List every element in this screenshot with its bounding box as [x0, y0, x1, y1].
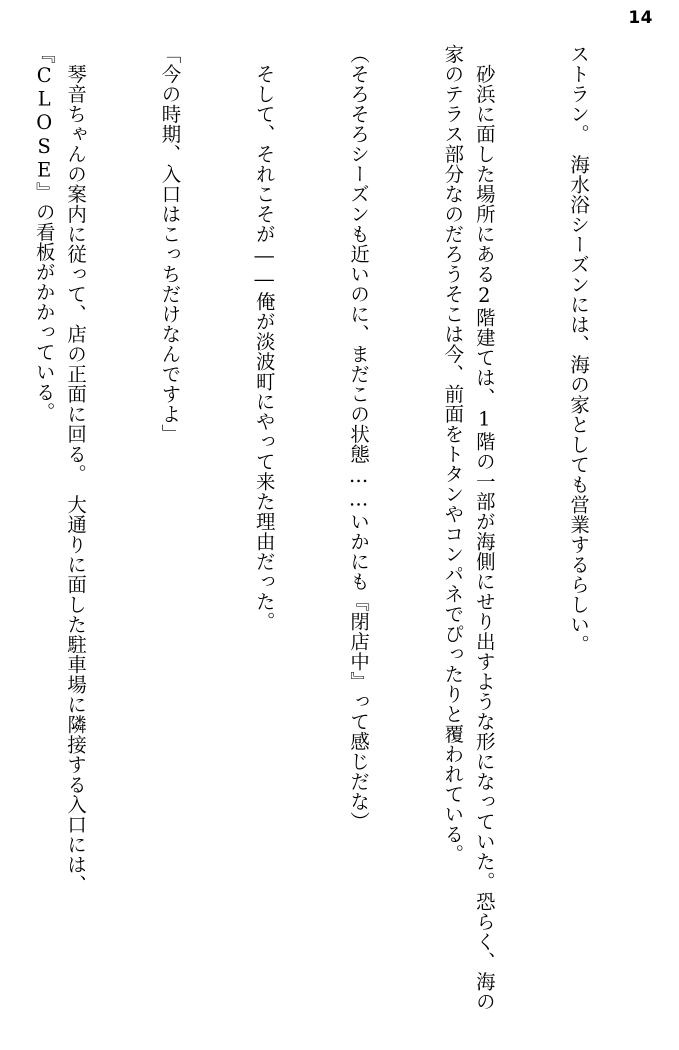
paragraph: 「今の時期、入口はこっちだけなんですよ」 — [158, 44, 182, 444]
paragraph: （そろそろシーズンも近いのに、まだこの状態……いかにも『閉店中』って感じだな） — [347, 44, 371, 832]
page-number: 14 — [628, 8, 653, 28]
paragraph: そして、それこそが――俺が淡波町にやって来た理由だった。 — [252, 44, 276, 632]
paragraph: ストラン。 海水浴シーズンには、海の家としても営業するらしい。 — [567, 44, 591, 655]
paragraph: 砂浜に面した場所にある2階建ては、1階の一部が海側にせり出すような形になっていた。恐らく、海の家のテラス部分なのだろうそこは今、前面をトタンやコンパネでぴったりと覆われている。 — [441, 44, 496, 1012]
paragraph: 琴音ちゃんの案内に従って、店の正面に回る。 大通りに面した駐車場に隣接する入口には、『CLOSE』の看板がかかっている。 — [32, 44, 88, 895]
novel-text-body — [22, 44, 657, 1029]
